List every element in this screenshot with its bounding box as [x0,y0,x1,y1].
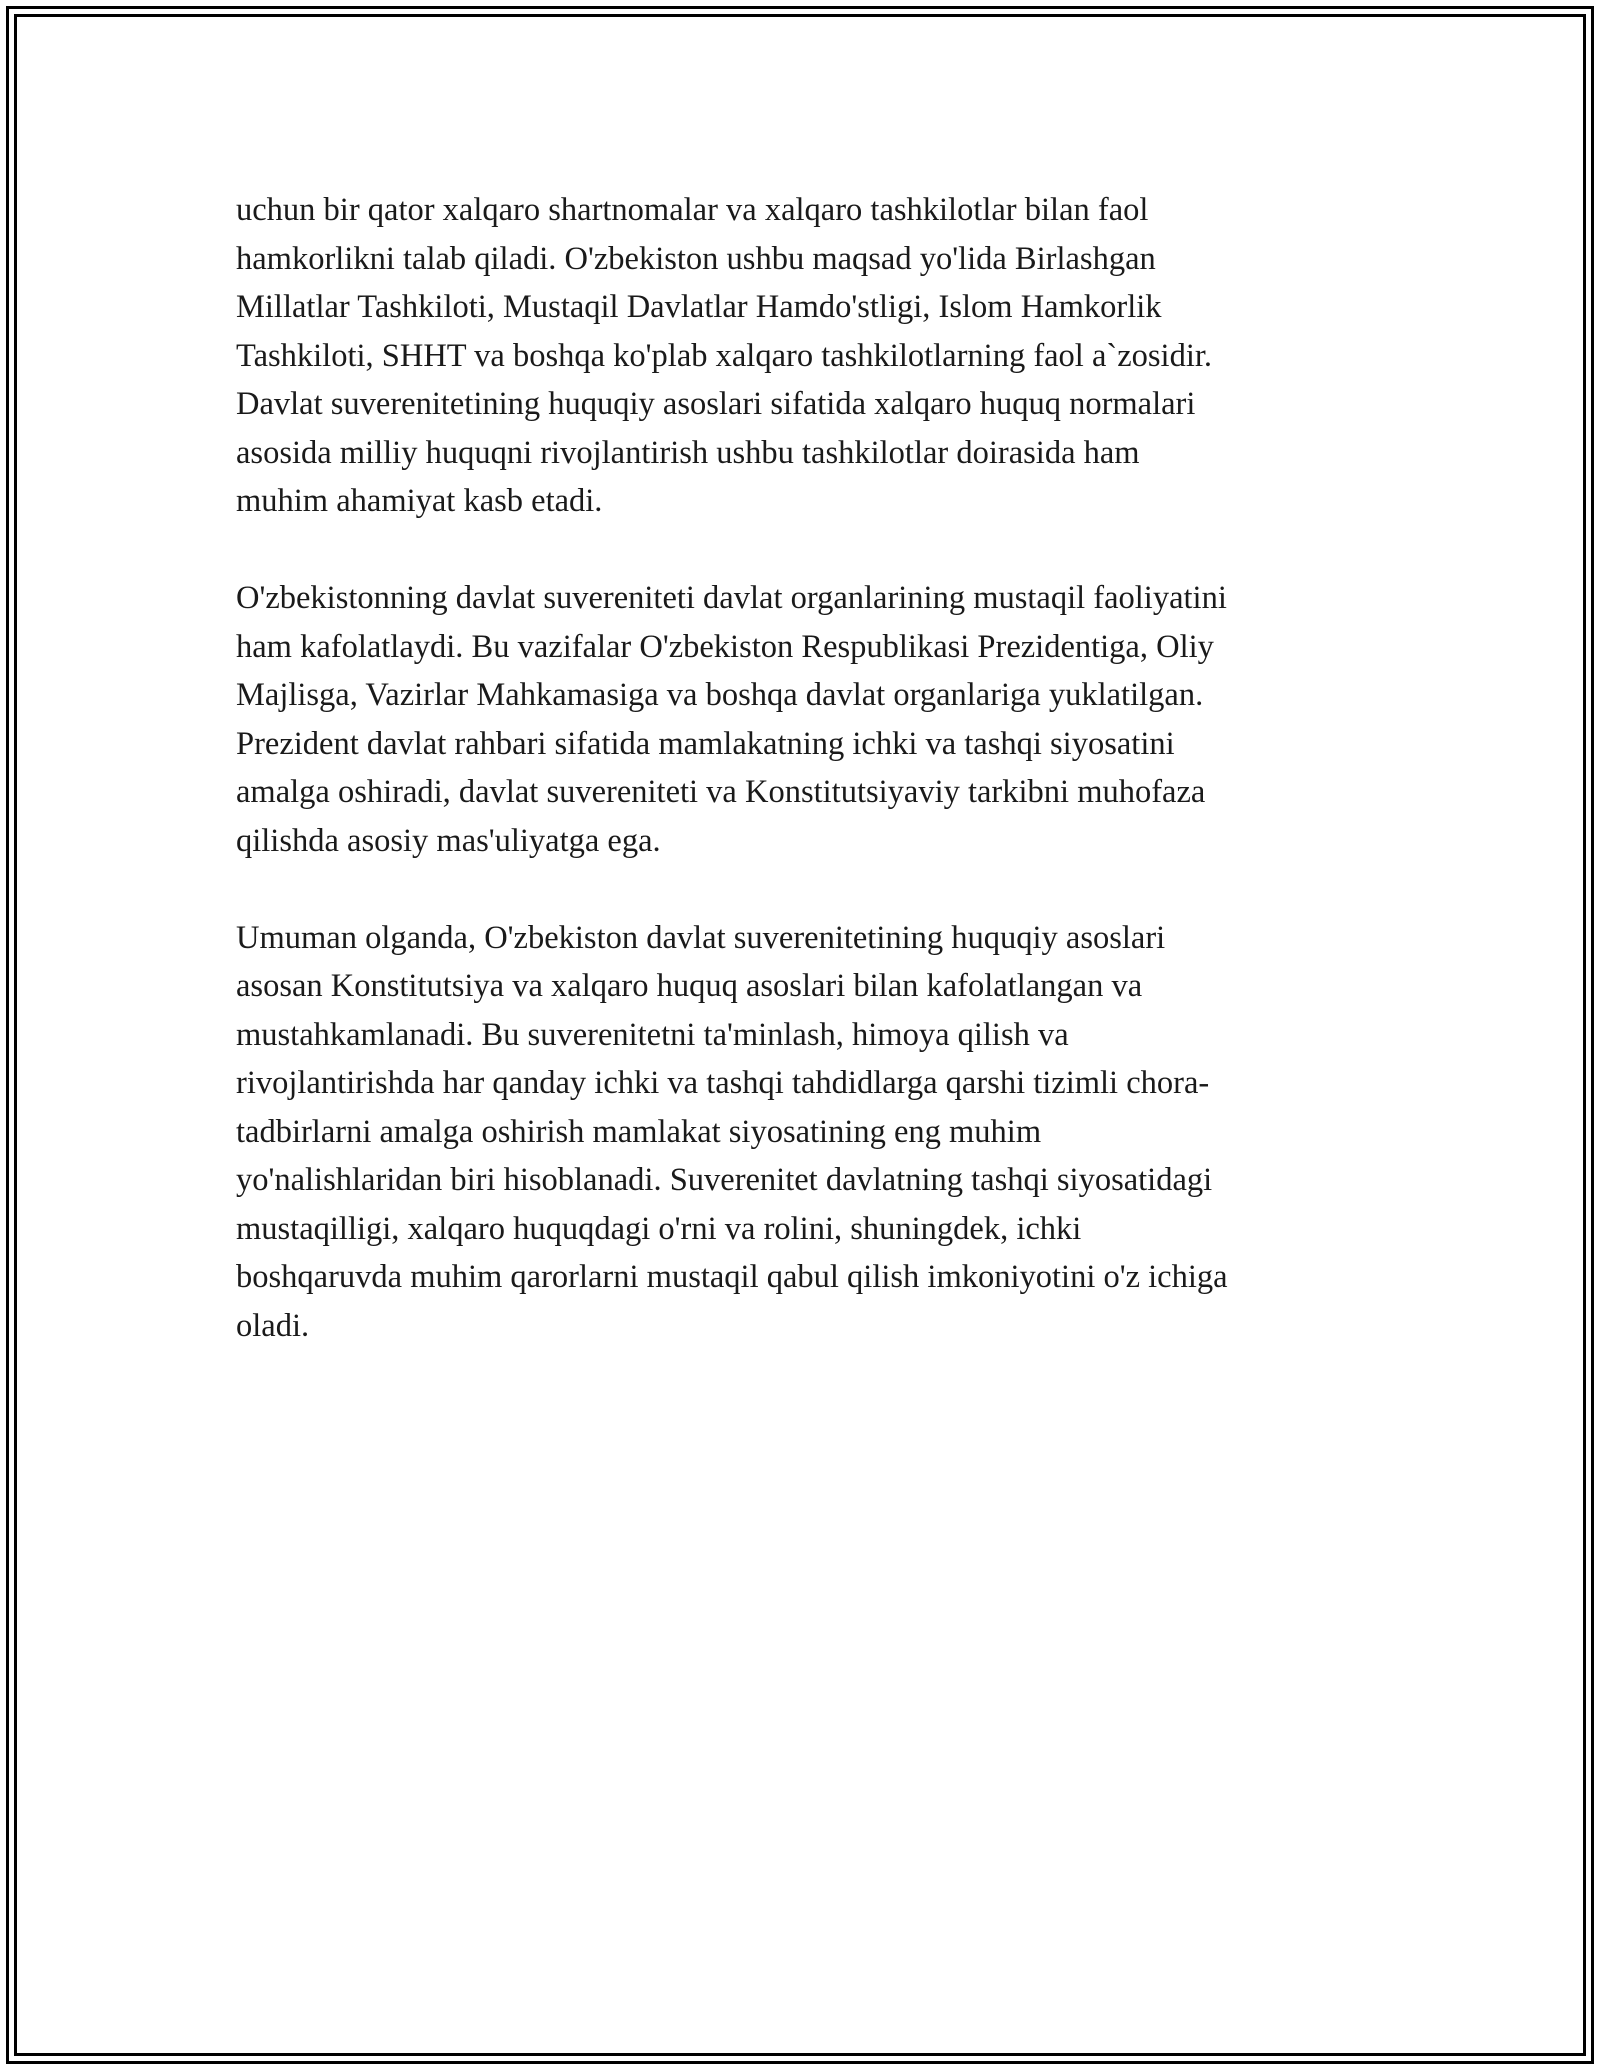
paragraph-3: Umuman olganda, O'zbekiston davlat suverenitetining huquqiy asoslari asosan Konstitutsiya va xalqaro huquq asoslari bilan kafolatlangan va mustahkamlanadi. Bu suverenitetni ta'minlash, himoya qilish va rivojlantirishda har qanday ichki va tashqi tahdidlarga qarshi tizimli chora- tadbirlarni amalga oshirish mamlakat siyosatining eng muhim yo'nalishlaridan biri hisoblanadi. Suverenitet davlatning tashqi siyosatidagi mustaqilligi, xalqaro huquqdagi o'rni va rolini, shuningdek, ichki boshqaruvda muhim qarorlarni mustaqil qabul qilish imkoniyotini o'z ichiga oladi. [236,919,1228,1344]
paragraph-2: O'zbekistonning davlat suvereniteti davlat organlarining mustaqil faoliyatini ham kafolatlaydi. Bu vazifalar O'zbekiston Respublikasi Prezidentiga, Oliy Majlisga, Vazirlar Mahkamasiga va boshqa davlat organlariga yuklatilgan. Prezident davlat rahbari sifatida mamlakatning ichki va tashqi siyosatini amalga oshiradi, davlat suvereniteti va Konstitutsiyaviy tarkibni muhofaza qilishda asosiy mas'uliyatga ega. [236,580,1227,859]
document-body [236,186,1366,1399]
paragraph-1: uchun bir qator xalqaro shartnomalar va xalqaro tashkilotlar bilan faol hamkorlikni talab qiladi. O'zbekiston ushbu maqsad yo'lida Birlashgan Millatlar Tashkiloti, Mustaqil Davlatlar Hamdo'stligi, Islom Hamkorlik Tashkiloti, SHHT va boshqa ko'plab xalqaro tashkilotlarning faol a`zosidir. Davlat suverenitetining huquqiy asoslari sifatida xalqaro huquq normalari asosida milliy huquqni rivojlantirish ushbu tashkilotlar doirasida ham muhim ahamiyat kasb etadi. [236,192,1212,519]
